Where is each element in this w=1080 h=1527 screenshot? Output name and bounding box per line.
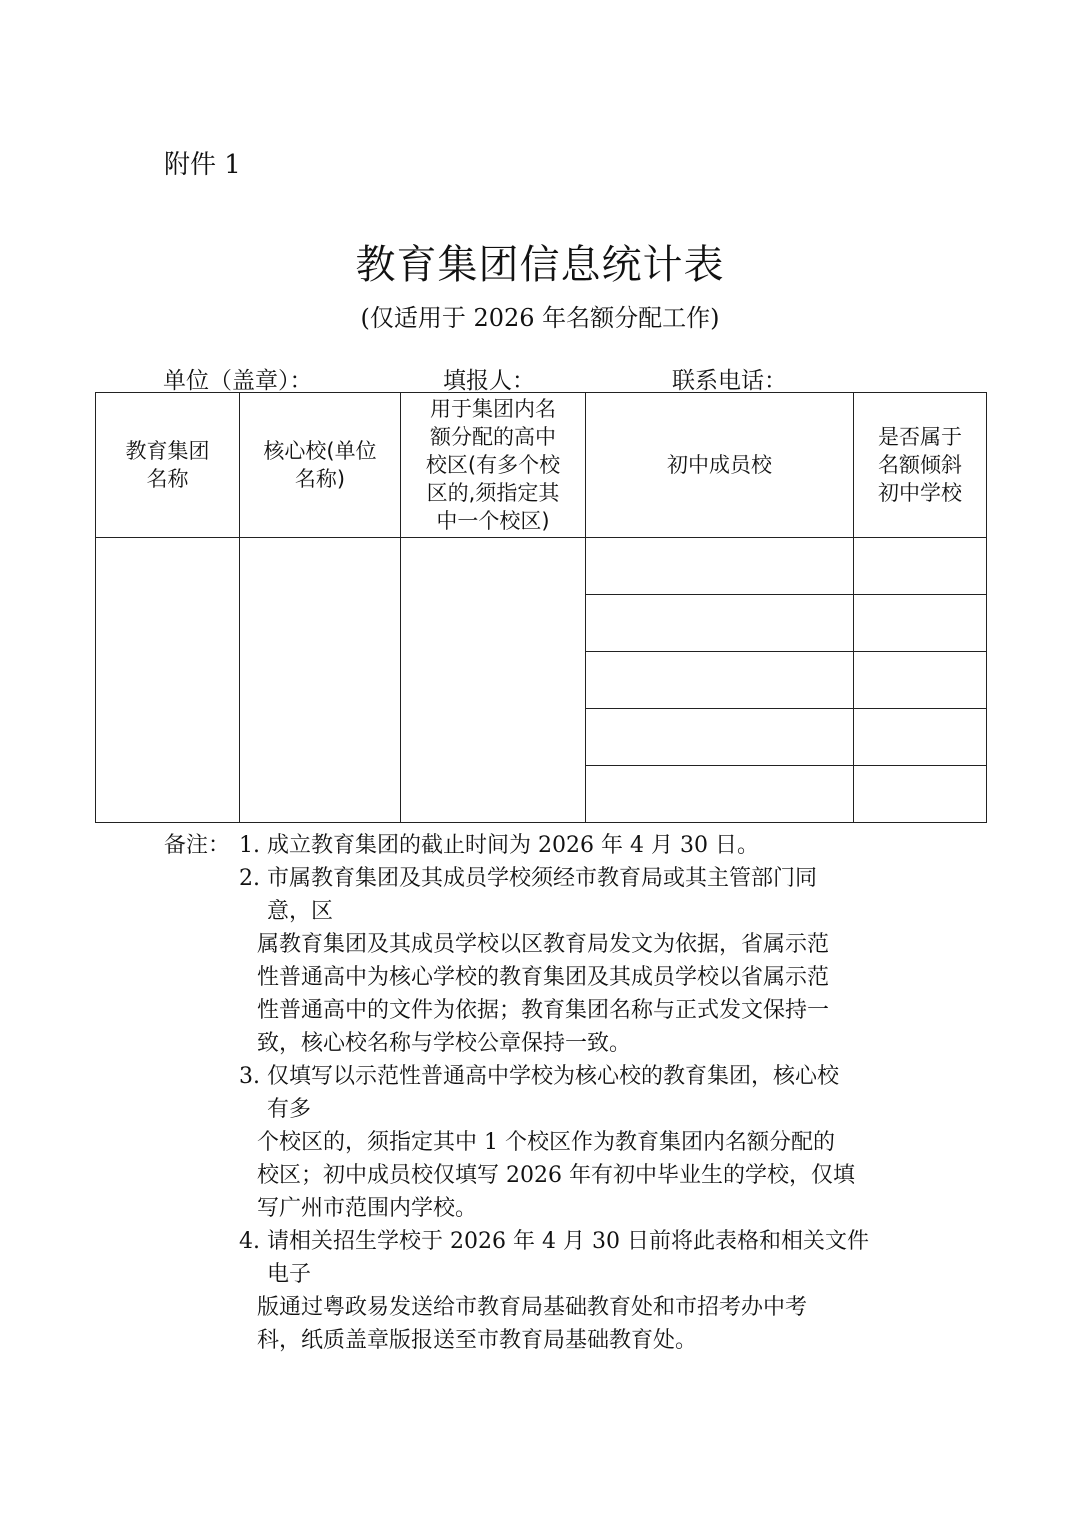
note-item-3 [239,1060,919,1225]
quota-tilt-cell[interactable] [854,595,987,652]
header-group-name [96,393,240,538]
header-line: 名额倾斜 [878,453,962,477]
table-row [96,538,987,595]
note-item-1 [239,829,919,862]
member-school-cell[interactable] [586,595,854,652]
note-line: 校区；初中成员校仅填写 2026 年有初中毕业生的学校，仅填 [257,1163,855,1188]
header-line: 教育集团 [125,439,210,463]
member-school-cell[interactable] [586,766,854,823]
unit-label: 单位（盖章）： [163,368,313,394]
header-high-school-campus [401,393,586,538]
page-title: 教育集团信息统计表 [355,242,725,288]
header-member-schools [586,393,854,538]
note-line: 意，区 [267,899,334,924]
info-table [95,392,987,823]
header-line: 名称) [294,467,346,491]
quota-tilt-cell[interactable] [854,709,987,766]
header-line: 初中成员校 [667,453,772,477]
note-line: 有多 [267,1097,312,1122]
header-line: 中一个校区) [436,509,550,533]
note-line: 性普通高中为核心学校的教育集团及其成员学校以省属示范 [257,965,830,990]
header-line: 是否属于 [878,425,962,449]
phone-label: 联系电话： [672,368,787,394]
note-item-4 [239,1225,919,1357]
group-name-cell[interactable] [96,538,240,823]
member-school-cell[interactable] [586,652,854,709]
campus-cell[interactable] [401,538,586,823]
header-line: 校区(有多个校 [425,453,561,477]
quota-tilt-cell[interactable] [854,652,987,709]
header-line: 用于集团内名 [430,397,556,421]
header-quota-tilt [854,393,987,538]
note-number: 2. [239,866,260,891]
member-school-cell[interactable] [586,538,854,595]
note-line: 科，纸质盖章版报送至市教育局基础教育处。 [257,1328,698,1353]
note-number: 3. [239,1064,260,1089]
note-line: 仅填写以示范性普通高中学校为核心校的教育集团，核心校 [267,1064,840,1089]
header-row [96,393,987,538]
note-number: 1. [239,833,260,858]
note-line: 性普通高中的文件为依据；教育集团名称与正式发文保持一 [257,998,830,1023]
quota-tilt-cell[interactable] [854,766,987,823]
note-line: 市属教育集团及其成员学校须经市教育局或其主管部门同 [267,866,818,891]
header-line: 区的,须指定其 [426,481,560,505]
header-line: 额分配的高中 [430,425,556,449]
note-line: 属教育集团及其成员学校以区教育局发文为依据，省属示范 [257,932,830,957]
note-line: 致，核心校名称与学校公章保持一致。 [257,1031,632,1056]
note-line: 电子 [267,1262,312,1287]
page-subtitle: (仅适用于 2026 年名额分配工作) [360,304,720,332]
quota-tilt-cell[interactable] [854,538,987,595]
note-item-2 [239,862,919,1060]
header-line: 名称 [146,467,189,491]
note-line: 请相关招生学校于 2026 年 4 月 30 日前将此表格和相关文件 [267,1229,869,1254]
header-line: 核心校(单位 [263,439,377,463]
header-core-school [240,393,401,538]
filler-label: 填报人： [443,368,535,394]
note-line: 版通过粤政易发送给市教育局基础教育处和市招考办中考 [257,1295,808,1320]
header-line: 初中学校 [878,481,962,505]
note-line: 成立教育集团的截止时间为 2026 年 4 月 30 日。 [267,833,759,858]
note-line: 个校区的，须指定其中 1 个校区作为教育集团内名额分配的 [257,1130,835,1155]
member-school-cell[interactable] [586,709,854,766]
core-school-cell[interactable] [240,538,401,823]
note-line: 写广州市范围内学校。 [257,1196,478,1221]
notes-label: 备注： [164,833,231,858]
attachment-label: 附件 1 [164,150,241,180]
note-number: 4. [239,1229,260,1254]
